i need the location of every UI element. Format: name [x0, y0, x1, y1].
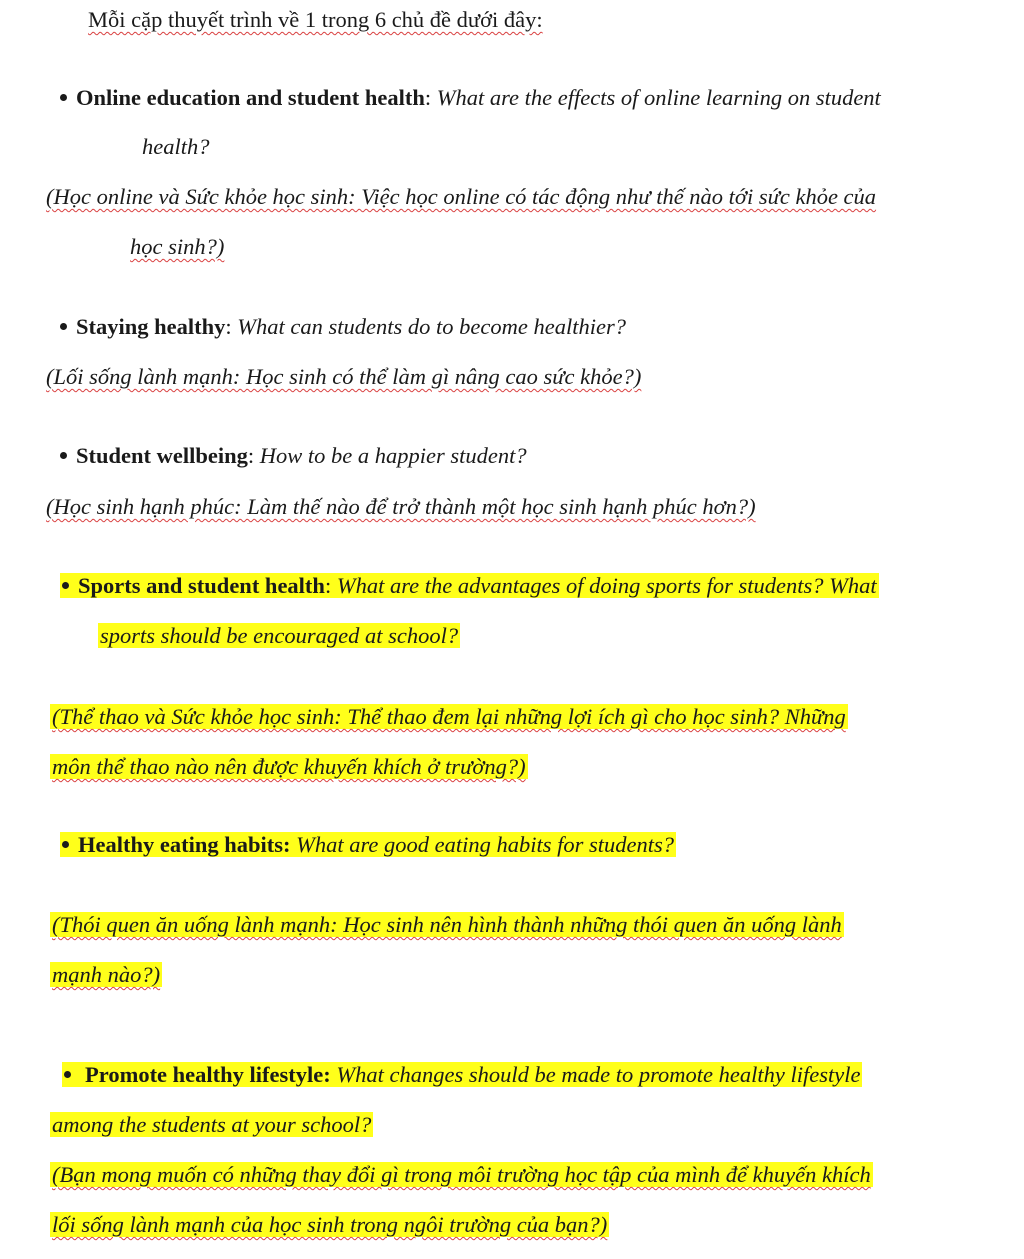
highlight	[62, 1062, 862, 1087]
topic-vietnamese-translation: (Học sinh hạnh phúc: Làm thế nào để trở thành một học sinh hạnh phúc hơn?)	[46, 494, 756, 519]
intro-text: Mỗi cặp thuyết trình về 1 trong 6 chủ đề dưới đây:	[88, 7, 543, 32]
topic-vietnamese-translation: (Lối sống lành mạnh: Học sinh có thể làm gì nâng cao sức khỏe?)	[46, 364, 642, 389]
topic-question-continued: health?	[142, 134, 210, 159]
topic-healthy-eating	[60, 830, 676, 860]
topic-vietnamese-translation: (Bạn mong muốn có những thay đổi gì trong môi trường học tập của mình để khuyến khích	[52, 1162, 871, 1187]
bullet-icon	[62, 582, 69, 589]
topic-vietnamese-translation-continued: mạnh nào?)	[52, 962, 161, 987]
topic-vietnamese-translation-continued: học sinh?)	[130, 234, 225, 259]
bullet-icon	[60, 94, 67, 101]
bullet-icon	[60, 323, 67, 330]
topic-question: How to be a happier student?	[254, 443, 527, 468]
topic-separator: :	[225, 314, 232, 339]
topic-vietnamese-translation-continued: lối sống lành mạnh của học sinh trong ngôi trường của bạn?)	[52, 1212, 608, 1237]
topic-promote-lifestyle	[62, 1060, 862, 1090]
bullet-icon	[62, 841, 69, 848]
bullet-icon	[60, 452, 67, 459]
topic-question-continued: among the students at your school?	[52, 1112, 372, 1137]
topic-student-wellbeing	[60, 441, 527, 471]
topic-online-education	[60, 83, 881, 113]
topic-question: What changes should be made to promote healthy lifestyle	[330, 1062, 861, 1087]
topic-vietnamese-translation: (Thói quen ăn uống lành mạnh: Học sinh nên hình thành những thói quen ăn uống lành	[52, 912, 842, 937]
topic-title: Staying healthy	[76, 314, 226, 339]
topic-title: Sports and student health	[78, 573, 325, 598]
topic-separator: :	[424, 85, 432, 110]
bullet-icon	[64, 1071, 71, 1078]
topic-separator: :	[247, 443, 255, 468]
topic-title: Healthy eating habits:	[78, 832, 291, 857]
topic-vietnamese-translation: (Thể thao và Sức khỏe học sinh: Thể thao đem lại những lợi ích gì cho học sinh? Những	[52, 704, 846, 729]
topic-question-continued: sports should be encouraged at school?	[100, 623, 459, 648]
topic-question: What are the effects of online learning on student	[431, 85, 881, 110]
topic-question: What are good eating habits for students?	[290, 832, 675, 857]
topic-title: Student wellbeing	[76, 443, 248, 468]
highlight	[60, 832, 676, 857]
topic-sports-health	[60, 571, 879, 601]
topic-title: Promote healthy lifestyle:	[85, 1062, 331, 1087]
topic-separator: :	[324, 573, 332, 598]
topic-vietnamese-translation: (Học online và Sức khỏe học sinh: Việc học online có tác động như thế nào tới sức khỏe của	[46, 184, 877, 209]
topic-question: What can students do to become healthier?	[231, 314, 626, 339]
topic-staying-healthy	[60, 312, 626, 342]
topic-question: What are the advantages of doing sports for students? What	[331, 573, 877, 598]
topic-vietnamese-translation-continued: môn thể thao nào nên được khuyến khích ở trường?)	[52, 754, 526, 779]
topic-title: Online education and student health	[76, 85, 425, 110]
highlight	[60, 573, 879, 598]
